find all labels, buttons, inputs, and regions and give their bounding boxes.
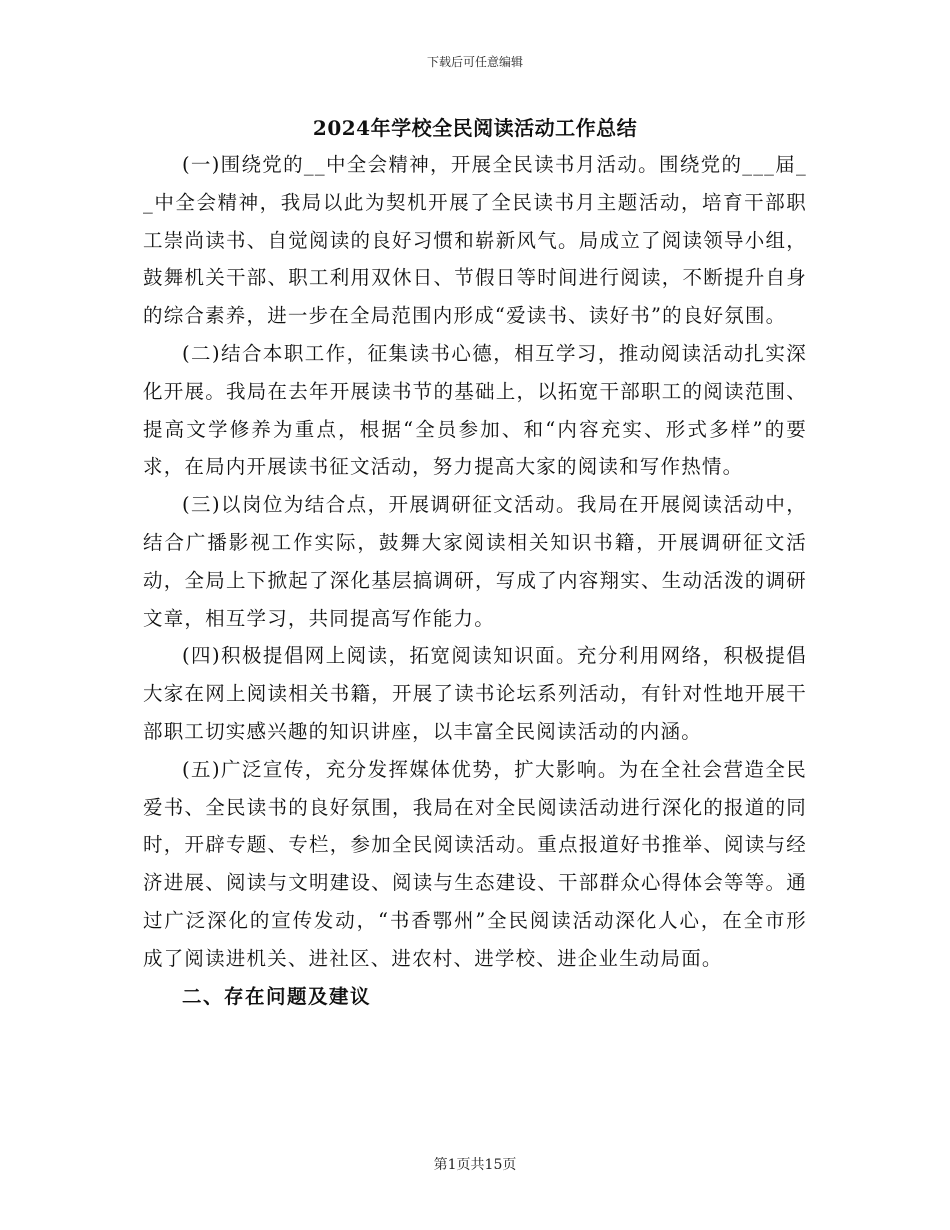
paragraph-3: (三)以岗位为结合点，开展调研征文活动。我局在开展阅读活动中，结合广播影视工作实际，鼓舞大家阅读相关知识书籍，开展调研征文活动，全局上下掀起了深化基层搞调研，写成了内容翔实、生动活泼的调研文章，相互学习，共同提高写作能力。 xyxy=(143,493,807,630)
section-heading: 二、存在问题及建议 xyxy=(182,984,372,1008)
paragraph-1: (一)围绕党的__中全会精神，开展全民读书月活动。围绕党的___届__中全会精神，我局以此为契机开展了全民读书月主题活动，培育干部职工崇尚读书、自觉阅读的良好习惯和崭新风气。局成立了阅读领导小组，鼓舞机关干部、职工利用双休日、节假日等时间进行阅读，不断提升自身的综合素养，进一步在全局范围内形成“爱读书、读好书”的良好氛围。 xyxy=(143,153,807,328)
document-title: 2024年学校全民阅读活动工作总结 xyxy=(312,116,638,140)
paragraph-5: (五)广泛宣传，充分发挥媒体优势，扩大影响。为在全社会营造全民爱书、全民读书的良好氛围，我局在对全民阅读活动进行深化的报道的同时，开辟专题、专栏，参加全民阅读活动。重点报道好书推举、阅读与经济进展、阅读与文明建设、阅读与生态建设、干部群众心得体会等等。通过广泛深化的宣传发动，“书香鄂州”全民阅读活动深化人心，在全市形成了阅读进机关、进社区、进农村、进学校、进企业生动局面。 xyxy=(143,757,807,970)
document-body xyxy=(143,146,807,1015)
header-note: 下载后可任意编辑 xyxy=(426,55,523,69)
paragraph-2: (二)结合本职工作，征集读书心德，相互学习，推动阅读活动扎实深化开展。我局在去年开展读书节的基础上，以拓宽干部职工的阅读范围、提高文学修养为重点，根据“全员参加、和“内容充实、形式多样”的要求，在局内开展读书征文活动，努力提高大家的阅读和写作热情。 xyxy=(143,341,807,479)
paragraph-4: (四)积极提倡网上阅读，拓宽阅读知识面。充分利用网络，积极提倡大家在网上阅读相关书籍，开展了读书论坛系列活动，有针对性地开展干部职工切实感兴趣的知识讲座，以丰富全民阅读活动的内涵。 xyxy=(143,644,807,743)
page-number: 第1页共15页 xyxy=(433,1157,517,1173)
